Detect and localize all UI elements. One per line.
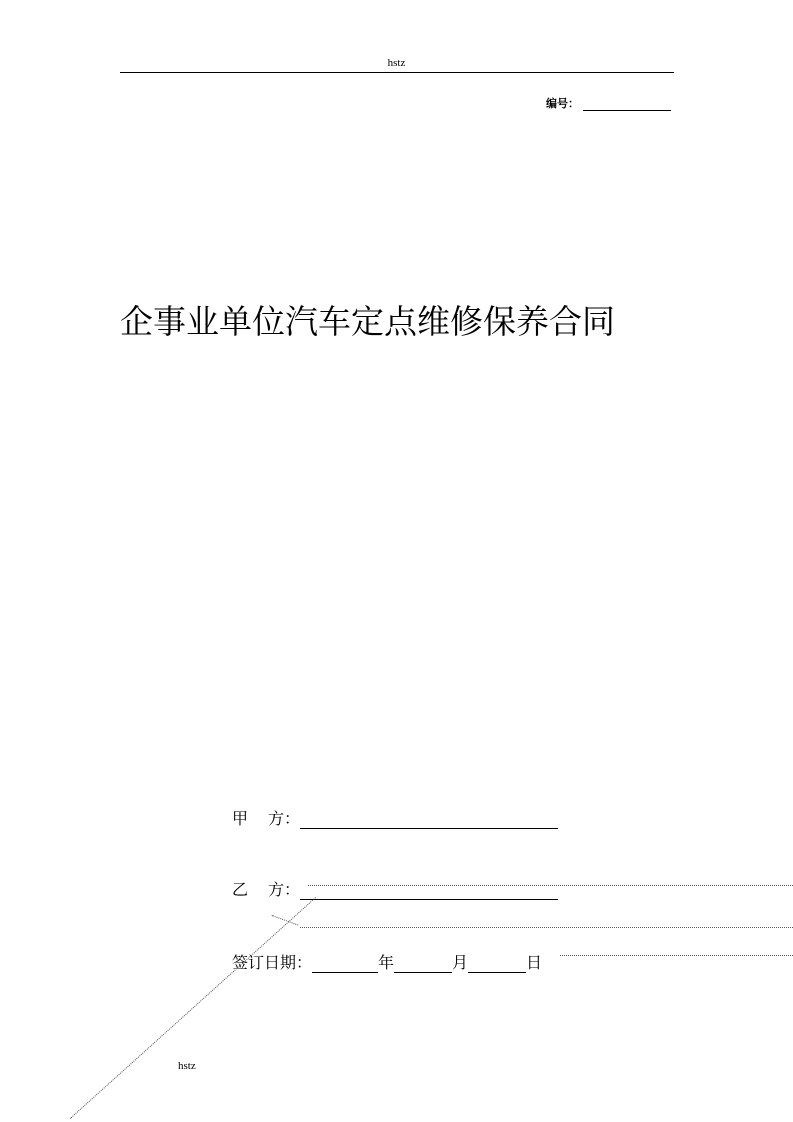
header-text: hstz bbox=[387, 57, 406, 69]
party-b-label-1: 乙 bbox=[232, 880, 249, 899]
dotted-line-2 bbox=[300, 927, 793, 928]
dotted-line-3 bbox=[560, 955, 793, 956]
year-blank[interactable] bbox=[312, 956, 378, 973]
party-a-field bbox=[232, 806, 558, 829]
contract-number-row bbox=[546, 95, 671, 111]
month-label: 月 bbox=[452, 953, 469, 972]
day-blank[interactable] bbox=[468, 956, 526, 973]
footer-text: hstz bbox=[178, 1060, 196, 1072]
dotted-line-1 bbox=[308, 885, 793, 886]
party-b-label-2: 方： bbox=[268, 880, 301, 899]
month-blank[interactable] bbox=[394, 956, 452, 973]
signing-date-label: 签订日期： bbox=[232, 953, 313, 972]
year-label: 年 bbox=[378, 953, 395, 972]
document-title: 企事业单位汽车定点维修保养合同 bbox=[120, 302, 615, 341]
party-a-blank[interactable] bbox=[300, 812, 558, 829]
dotted-diagonal-line bbox=[70, 897, 316, 1119]
day-label: 日 bbox=[526, 953, 543, 972]
party-a-label-2: 方： bbox=[268, 809, 301, 828]
party-a-label-1: 甲 bbox=[232, 809, 249, 828]
contract-number-label: 编号： bbox=[546, 97, 579, 110]
party-b-field bbox=[232, 877, 558, 900]
contract-number-blank[interactable] bbox=[583, 98, 671, 111]
signing-date-field bbox=[232, 950, 542, 973]
header-rule bbox=[120, 72, 674, 73]
